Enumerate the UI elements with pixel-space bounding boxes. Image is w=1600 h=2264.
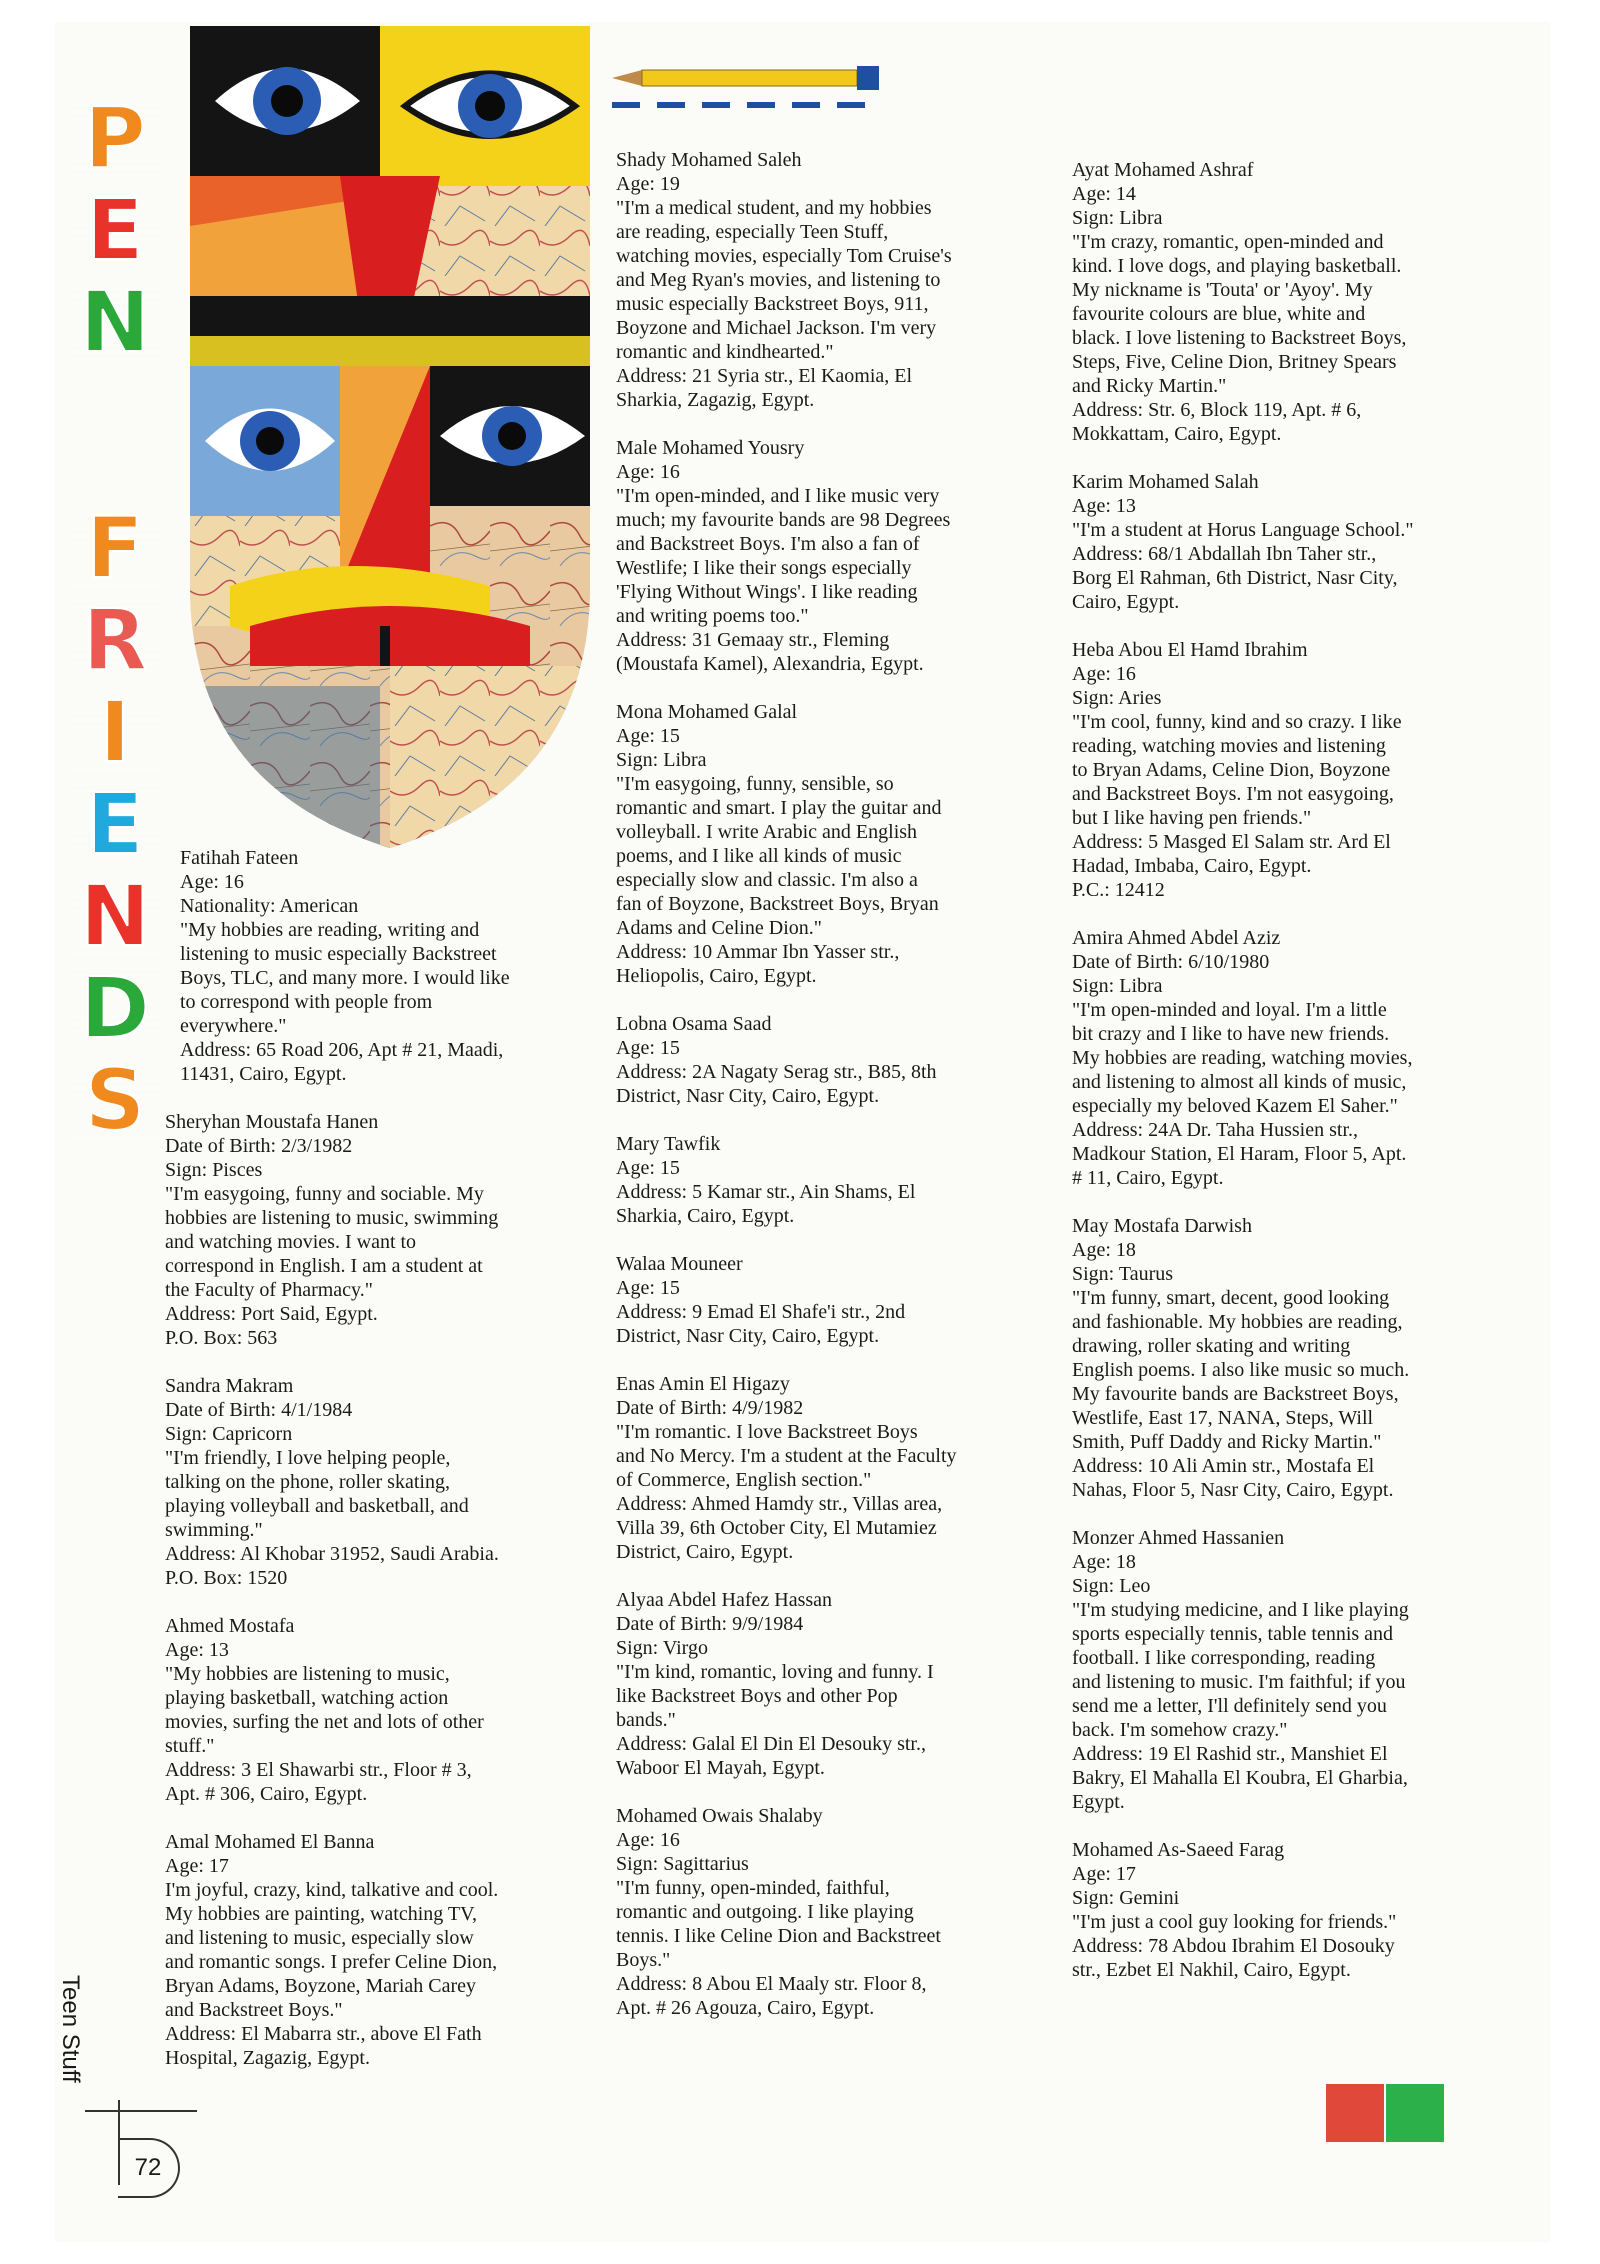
pen-friend-detail: Borg El Rahman, 6th District, Nasr City, bbox=[1072, 567, 1398, 589]
pen-friend-name: Amal Mohamed El Banna bbox=[165, 1831, 375, 1853]
pen-friend-name: Sandra Makram bbox=[165, 1375, 294, 1397]
pen-friend-detail: to Bryan Adams, Celine Dion, Boyzone bbox=[1072, 759, 1391, 781]
pen-friend-entry bbox=[616, 1804, 1036, 2020]
pen-friend-detail: District, Nasr City, Cairo, Egypt. bbox=[616, 1325, 880, 1347]
pen-friend-detail: (Moustafa Kamel), Alexandria, Egypt. bbox=[616, 653, 924, 675]
pen-friend-detail: Age: 15 bbox=[616, 1277, 680, 1299]
pen-friend-name: Fatihah Fateen bbox=[180, 847, 299, 869]
pen-friend-detail: sports especially tennis, table tennis and bbox=[1072, 1623, 1394, 1645]
page-number: 72 bbox=[118, 2138, 180, 2198]
pen-friend-detail: Address: 31 Gemaay str., Fleming bbox=[616, 629, 890, 651]
pen-friend-detail: watching movies, especially Tom Cruise's bbox=[616, 245, 952, 267]
pen-friend-detail: playing basketball, watching action bbox=[165, 1687, 449, 1709]
pen-friend-detail: Boys, TLC, and many more. I would like bbox=[180, 967, 510, 989]
pen-friend-entry bbox=[616, 436, 1036, 676]
pen-friend-detail: Sign: Virgo bbox=[616, 1637, 708, 1659]
pen-friend-name: Enas Amin El Higazy bbox=[616, 1373, 790, 1395]
pen-friend-entry bbox=[1072, 1838, 1502, 1982]
pen-friend-entry bbox=[616, 1252, 1036, 1348]
pen-friend-detail: "I'm easygoing, funny and sociable. My bbox=[165, 1183, 484, 1205]
pen-friend-detail: hobbies are listening to music, swimming bbox=[165, 1207, 499, 1229]
face-collage-artwork bbox=[190, 26, 590, 848]
pen-friend-detail: Address: 5 Kamar str., Ain Shams, El bbox=[616, 1181, 916, 1203]
pen-friend-name: Shady Mohamed Saleh bbox=[616, 149, 802, 171]
pen-friend-detail: "I'm easygoing, funny, sensible, so bbox=[616, 773, 894, 795]
pen-friend-detail: correspond in English. I am a student at bbox=[165, 1255, 483, 1277]
pen-friend-detail: Age: 16 bbox=[1072, 663, 1136, 685]
red-swatch bbox=[1326, 2084, 1384, 2142]
pen-friend-detail: Address: 5 Masged El Salam str. Ard El bbox=[1072, 831, 1391, 853]
pen-friend-entry bbox=[1072, 1214, 1502, 1502]
pen-friend-entry bbox=[1072, 638, 1502, 902]
pen-friend-entry bbox=[1072, 158, 1502, 446]
pen-friend-detail: 11431, Cairo, Egypt. bbox=[180, 1063, 347, 1085]
pen-friend-detail: kind. I love dogs, and playing basketball. bbox=[1072, 255, 1402, 277]
pen-friend-detail: Mokkattam, Cairo, Egypt. bbox=[1072, 423, 1282, 445]
pen-friend-detail: P.C.: 12412 bbox=[1072, 879, 1165, 901]
pen-friend-name: Sheryhan Moustafa Hanen bbox=[165, 1111, 379, 1133]
pen-friend-detail: Westlife; I like their songs especially bbox=[616, 557, 912, 579]
pen-friend-detail: Address: 24A Dr. Taha Hussien str., bbox=[1072, 1119, 1358, 1141]
pen-friend-detail: str., Ezbet El Nakhil, Cairo, Egypt. bbox=[1072, 1959, 1351, 1981]
pen-friend-detail: Address: Al Khobar 31952, Saudi Arabia. bbox=[165, 1543, 499, 1565]
pen-friend-detail: Address: 8 Abou El Maaly str. Floor 8, bbox=[616, 1973, 927, 1995]
pen-friend-detail: "I'm a student at Horus Language School." bbox=[1072, 519, 1414, 541]
pen-friend-detail: Adams and Celine Dion." bbox=[616, 917, 822, 939]
pen-friend-detail: and No Mercy. I'm a student at the Faculty bbox=[616, 1445, 957, 1467]
pen-friend-detail: District, Cairo, Egypt. bbox=[616, 1541, 794, 1563]
column-3 bbox=[1072, 158, 1502, 2006]
pen-friend-detail: Sign: Aries bbox=[1072, 687, 1162, 709]
pen-friend-detail: and Meg Ryan's movies, and listening to bbox=[616, 269, 941, 291]
pen-friend-detail: I'm joyful, crazy, kind, talkative and cool. bbox=[165, 1879, 499, 1901]
pen-friend-detail: Date of Birth: 4/9/1982 bbox=[616, 1397, 804, 1419]
pen-friend-detail: to correspond with people from bbox=[180, 991, 433, 1013]
pen-friend-name: Ayat Mohamed Ashraf bbox=[1072, 159, 1254, 181]
pen-friend-detail: "I'm a medical student, and my hobbies bbox=[616, 197, 932, 219]
pen-friend-entry bbox=[165, 1830, 583, 2070]
pen-friend-name: Ahmed Mostafa bbox=[165, 1615, 295, 1637]
pen-friend-detail: of Commerce, English section." bbox=[616, 1469, 872, 1491]
pen-friend-detail: "I'm romantic. I love Backstreet Boys bbox=[616, 1421, 918, 1443]
title-letter-p: P bbox=[65, 95, 165, 181]
pen-friend-detail: Age: 15 bbox=[616, 1157, 680, 1179]
pen-friend-detail: Address: Ahmed Hamdy str., Villas area, bbox=[616, 1493, 943, 1515]
pen-friend-entry bbox=[165, 1614, 583, 1806]
pen-friend-detail: movies, surfing the net and lots of other bbox=[165, 1711, 484, 1733]
pen-friend-detail: Sign: Capricorn bbox=[165, 1423, 293, 1445]
pen-friend-detail: Age: 17 bbox=[1072, 1863, 1136, 1885]
pen-friend-name: Mohamed As-Saeed Farag bbox=[1072, 1839, 1285, 1861]
pen-friend-detail: "My hobbies are reading, writing and bbox=[180, 919, 480, 941]
pen-friend-detail: bit crazy and I like to have new friends. bbox=[1072, 1023, 1390, 1045]
pen-friend-detail: and Ricky Martin." bbox=[1072, 375, 1227, 397]
pen-friend-detail: send me a letter, I'll definitely send you bbox=[1072, 1695, 1387, 1717]
pen-friend-name: Male Mohamed Yousry bbox=[616, 437, 805, 459]
pen-friend-detail: bands." bbox=[616, 1709, 676, 1731]
title-letter-s: S bbox=[65, 1057, 165, 1143]
pen-friend-entry bbox=[616, 700, 1036, 988]
pen-friend-detail: and listening to almost all kinds of music, bbox=[1072, 1071, 1407, 1093]
pen-friend-detail: Age: 15 bbox=[616, 725, 680, 747]
pen-friend-detail: Address: 3 El Shawarbi str., Floor # 3, bbox=[165, 1759, 472, 1781]
pen-friend-detail: swimming." bbox=[165, 1519, 263, 1541]
pen-friend-detail: Address: Port Said, Egypt. bbox=[165, 1303, 378, 1325]
pen-friend-name: Alyaa Abdel Hafez Hassan bbox=[616, 1589, 833, 1611]
pen-friend-name: Amira Ahmed Abdel Aziz bbox=[1072, 927, 1281, 949]
pen-friend-detail: romantic and outgoing. I like playing bbox=[616, 1901, 914, 1923]
pen-friend-detail: and romantic songs. I prefer Celine Dion, bbox=[165, 1951, 498, 1973]
pen-friend-detail: tennis. I like Celine Dion and Backstreet bbox=[616, 1925, 941, 1947]
pen-friend-detail: listening to music especially Backstreet bbox=[180, 943, 497, 965]
pen-friend-detail: "I'm open-minded and loyal. I'm a little bbox=[1072, 999, 1387, 1021]
pen-friend-detail: "I'm kind, romantic, loving and funny. I bbox=[616, 1661, 934, 1683]
pen-friend-detail: Heliopolis, Cairo, Egypt. bbox=[616, 965, 817, 987]
pen-friend-name: Monzer Ahmed Hassanien bbox=[1072, 1527, 1285, 1549]
pen-friend-name: Heba Abou El Hamd Ibrahim bbox=[1072, 639, 1308, 661]
pen-friend-detail: like Backstreet Boys and other Pop bbox=[616, 1685, 898, 1707]
pen-friend-entry bbox=[616, 1372, 1036, 1564]
pen-friend-detail: Apt. # 306, Cairo, Egypt. bbox=[165, 1783, 368, 1805]
pen-friend-detail: "My hobbies are listening to music, bbox=[165, 1663, 450, 1685]
pen-friend-detail: Cairo, Egypt. bbox=[1072, 591, 1180, 613]
pen-friend-detail: "I'm just a cool guy looking for friends." bbox=[1072, 1911, 1397, 1933]
pen-friend-detail: "I'm studying medicine, and I like playing bbox=[1072, 1599, 1409, 1621]
pen-friend-detail: Age: 16 bbox=[180, 871, 244, 893]
pen-friend-entry bbox=[616, 1132, 1036, 1228]
pen-friend-detail: Address: 10 Ali Amin str., Mostafa El bbox=[1072, 1455, 1375, 1477]
pen-friend-detail: football. I like corresponding, reading bbox=[1072, 1647, 1376, 1669]
pen-friend-detail: Boys." bbox=[616, 1949, 671, 1971]
pen-friend-name: Mona Mohamed Galal bbox=[616, 701, 798, 723]
pen-friend-detail: Sign: Gemini bbox=[1072, 1887, 1180, 1909]
pen-friend-detail: Age: 16 bbox=[616, 1829, 680, 1851]
pen-friend-detail: Nahas, Floor 5, Nasr City, Cairo, Egypt. bbox=[1072, 1479, 1394, 1501]
pen-friend-detail: 'Flying Without Wings'. I like reading bbox=[616, 581, 918, 603]
pen-friend-detail: Sign: Leo bbox=[1072, 1575, 1151, 1597]
pen-friend-detail: Age: 16 bbox=[616, 461, 680, 483]
pen-friend-detail: Hadad, Imbaba, Cairo, Egypt. bbox=[1072, 855, 1312, 877]
pen-friend-detail: and fashionable. My hobbies are reading, bbox=[1072, 1311, 1403, 1333]
pen-friend-detail: Address: Galal El Din El Desouky str., bbox=[616, 1733, 926, 1755]
pen-friend-detail: playing volleyball and basketball, and bbox=[165, 1495, 469, 1517]
pen-friend-entry bbox=[616, 148, 1036, 412]
pen-friend-detail: Bryan Adams, Boyzone, Mariah Carey bbox=[165, 1975, 477, 1997]
pen-friend-detail: English poems. I also like music so much. bbox=[1072, 1359, 1410, 1381]
pen-friend-detail: Smith, Puff Daddy and Ricky Martin." bbox=[1072, 1431, 1382, 1453]
pen-friend-detail: Age: 13 bbox=[165, 1639, 229, 1661]
pen-friend-entry bbox=[616, 1588, 1036, 1780]
pen-friend-detail: P.O. Box: 1520 bbox=[165, 1567, 288, 1589]
pen-friend-detail: Waboor El Mayah, Egypt. bbox=[616, 1757, 825, 1779]
pen-friend-detail: the Faculty of Pharmacy." bbox=[165, 1279, 373, 1301]
pen-friend-detail: poems, and I like all kinds of music bbox=[616, 845, 902, 867]
pencil-illustration bbox=[612, 66, 882, 116]
pen-friend-detail: Date of Birth: 2/3/1982 bbox=[165, 1135, 353, 1157]
pen-friend-detail: and writing poems too." bbox=[616, 605, 809, 627]
pen-friend-name: Karim Mohamed Salah bbox=[1072, 471, 1259, 493]
pen-friend-detail: # 11, Cairo, Egypt. bbox=[1072, 1167, 1224, 1189]
pen-friend-detail: "I'm cool, funny, kind and so crazy. I like bbox=[1072, 711, 1402, 733]
pen-friend-detail: Westlife, East 17, NANA, Steps, Will bbox=[1072, 1407, 1374, 1429]
pen-friend-detail: Sharkia, Zagazig, Egypt. bbox=[616, 389, 815, 411]
pen-friend-detail: Sign: Libra bbox=[616, 749, 707, 771]
pen-friend-detail: Address: 65 Road 206, Apt # 21, Maadi, bbox=[180, 1039, 504, 1061]
pen-friend-detail: "I'm crazy, romantic, open-minded and bbox=[1072, 231, 1384, 253]
pen-friend-detail: and watching movies. I want to bbox=[165, 1231, 417, 1253]
pen-friend-detail: "I'm friendly, I love helping people, bbox=[165, 1447, 451, 1469]
pen-friend-detail: Address: 10 Ammar Ibn Yasser str., bbox=[616, 941, 900, 963]
pen-friend-detail: much; my favourite bands are 98 Degrees bbox=[616, 509, 951, 531]
pen-friend-detail: especially slow and classic. I'm also a bbox=[616, 869, 918, 891]
pen-friend-detail: Hospital, Zagazig, Egypt. bbox=[165, 2047, 370, 2069]
pen-friend-detail: Date of Birth: 9/9/1984 bbox=[616, 1613, 804, 1635]
pen-friend-entry bbox=[165, 1110, 583, 1350]
pen-friend-detail: talking on the phone, roller skating, bbox=[165, 1471, 450, 1493]
title-letter-n: N bbox=[65, 873, 165, 959]
pen-friend-name: Lobna Osama Saad bbox=[616, 1013, 772, 1035]
pen-friend-detail: music especially Backstreet Boys, 911, bbox=[616, 293, 929, 315]
pen-friend-detail: Address: 21 Syria str., El Kaomia, El bbox=[616, 365, 913, 387]
magazine-name: Teen Stuff bbox=[57, 1975, 84, 2083]
pen-friend-detail: Address: 9 Emad El Shafe'i str., 2nd bbox=[616, 1301, 906, 1323]
pen-friend-entry bbox=[1072, 1526, 1502, 1814]
pen-friend-name: May Mostafa Darwish bbox=[1072, 1215, 1252, 1237]
pen-friend-detail: My hobbies are painting, watching TV, bbox=[165, 1903, 477, 1925]
column-1 bbox=[165, 846, 583, 2094]
pen-friend-detail: Address: Str. 6, Block 119, Apt. # 6, bbox=[1072, 399, 1362, 421]
pen-friend-detail: and Backstreet Boys. I'm not easygoing, bbox=[1072, 783, 1394, 805]
pen-friend-detail: "I'm funny, open-minded, faithful, bbox=[616, 1877, 890, 1899]
pen-friend-detail: and listening to music, especially slow bbox=[165, 1927, 474, 1949]
pen-friend-detail: and Backstreet Boys. I'm also a fan of bbox=[616, 533, 920, 555]
pen-friend-detail: Apt. # 26 Agouza, Cairo, Egypt. bbox=[616, 1997, 875, 2019]
title-letter-r: R bbox=[65, 597, 165, 683]
pen-friend-detail: Date of Birth: 6/10/1980 bbox=[1072, 951, 1270, 973]
footer-rule bbox=[85, 2110, 197, 2112]
pen-friend-detail: romantic and kindhearted." bbox=[616, 341, 834, 363]
pen-friend-detail: back. I'm somehow crazy." bbox=[1072, 1719, 1288, 1741]
title-letter-e: E bbox=[65, 781, 165, 867]
pen-friend-detail: favourite colours are blue, white and bbox=[1072, 303, 1366, 325]
title-letter-d: D bbox=[65, 965, 165, 1051]
pen-friend-detail: Egypt. bbox=[1072, 1791, 1125, 1813]
pen-friend-entry bbox=[616, 1012, 1036, 1108]
pen-friend-detail: Age: 18 bbox=[1072, 1551, 1136, 1573]
pen-friend-name: Mary Tawfik bbox=[616, 1133, 721, 1155]
pen-friend-detail: Address: El Mabarra str., above El Fath bbox=[165, 2023, 482, 2045]
pen-friend-detail: District, Nasr City, Cairo, Egypt. bbox=[616, 1085, 880, 1107]
pen-friend-detail: Age: 13 bbox=[1072, 495, 1136, 517]
column-2 bbox=[616, 148, 1036, 2044]
title-letter-e: E bbox=[65, 187, 165, 273]
pen-friend-detail: "I'm funny, smart, decent, good looking bbox=[1072, 1287, 1390, 1309]
pen-friend-detail: Sign: Libra bbox=[1072, 207, 1163, 229]
pen-friend-detail: Sign: Pisces bbox=[165, 1159, 263, 1181]
pen-friend-detail: Age: 18 bbox=[1072, 1239, 1136, 1261]
pen-friend-name: Walaa Mouneer bbox=[616, 1253, 743, 1275]
pen-friend-detail: stuff." bbox=[165, 1735, 215, 1757]
pen-friend-detail: Nationality: American bbox=[180, 895, 359, 917]
pen-friend-detail: Age: 17 bbox=[165, 1855, 229, 1877]
pen-friend-detail: romantic and smart. I play the guitar and bbox=[616, 797, 942, 819]
pen-friend-detail: volleyball. I write Arabic and English bbox=[616, 821, 918, 843]
pen-friend-detail: Sign: Sagittarius bbox=[616, 1853, 749, 1875]
pen-friend-detail: especially my beloved Kazem El Saher." bbox=[1072, 1095, 1398, 1117]
pen-friend-detail: Madkour Station, El Haram, Floor 5, Apt. bbox=[1072, 1143, 1407, 1165]
pen-friend-detail: fan of Boyzone, Backstreet Boys, Bryan bbox=[616, 893, 939, 915]
pen-friend-name: Mohamed Owais Shalaby bbox=[616, 1805, 823, 1827]
pen-friend-detail: are reading, especially Teen Stuff, bbox=[616, 221, 889, 243]
pen-friend-detail: My favourite bands are Backstreet Boys, bbox=[1072, 1383, 1399, 1405]
pen-friend-detail: and Backstreet Boys." bbox=[165, 1999, 343, 2021]
pen-friend-detail: Sign: Taurus bbox=[1072, 1263, 1174, 1285]
pen-friend-detail: Sharkia, Cairo, Egypt. bbox=[616, 1205, 795, 1227]
pen-friend-detail: P.O. Box: 563 bbox=[165, 1327, 278, 1349]
pen-friend-detail: My nickname is 'Touta' or 'Ayoy'. My bbox=[1072, 279, 1373, 301]
pen-friend-detail: and listening to music. I'm faithful; if you bbox=[1072, 1671, 1406, 1693]
pen-friend-entry bbox=[165, 1374, 583, 1590]
pen-friend-detail: Date of Birth: 4/1/1984 bbox=[165, 1399, 353, 1421]
pen-friend-detail: but I like having pen friends." bbox=[1072, 807, 1312, 829]
pen-friend-entry bbox=[1072, 470, 1502, 614]
pen-friend-entry bbox=[1072, 926, 1502, 1190]
pen-friend-detail: Boyzone and Michael Jackson. I'm very bbox=[616, 317, 937, 339]
title-letter-i: I bbox=[65, 689, 165, 775]
pen-friend-detail: Bakry, El Mahalla El Koubra, El Gharbia, bbox=[1072, 1767, 1408, 1789]
pen-friend-detail: Age: 19 bbox=[616, 173, 680, 195]
pen-friend-detail: everywhere." bbox=[180, 1015, 287, 1037]
pen-friend-detail: "I'm open-minded, and I like music very bbox=[616, 485, 940, 507]
pen-friend-detail: My hobbies are reading, watching movies, bbox=[1072, 1047, 1413, 1069]
pen-friend-detail: reading, watching movies and listening bbox=[1072, 735, 1386, 757]
pen-friend-detail: drawing, roller skating and writing bbox=[1072, 1335, 1351, 1357]
pen-friend-detail: Address: 2A Nagaty Serag str., B85, 8th bbox=[616, 1061, 937, 1083]
pen-friend-detail: black. I love listening to Backstreet Boys, bbox=[1072, 327, 1407, 349]
pen-friend-detail: Address: 68/1 Abdallah Ibn Taher str., bbox=[1072, 543, 1377, 565]
pen-friend-detail: Age: 14 bbox=[1072, 183, 1136, 205]
pen-friend-detail: Address: 78 Abdou Ibrahim El Dosouky bbox=[1072, 1935, 1395, 1957]
title-letter-f: F bbox=[65, 505, 165, 591]
pen-friend-detail: Villa 39, 6th October City, El Mutamiez bbox=[616, 1517, 937, 1539]
title-letter-n: N bbox=[65, 279, 165, 365]
pen-friend-detail: Sign: Libra bbox=[1072, 975, 1163, 997]
pen-friend-detail: Steps, Five, Celine Dion, Britney Spears bbox=[1072, 351, 1397, 373]
green-swatch bbox=[1386, 2084, 1444, 2142]
pen-friend-detail: Age: 15 bbox=[616, 1037, 680, 1059]
pen-friend-detail: Address: 19 El Rashid str., Manshiet El bbox=[1072, 1743, 1388, 1765]
pen-friend-entry bbox=[180, 846, 583, 1086]
